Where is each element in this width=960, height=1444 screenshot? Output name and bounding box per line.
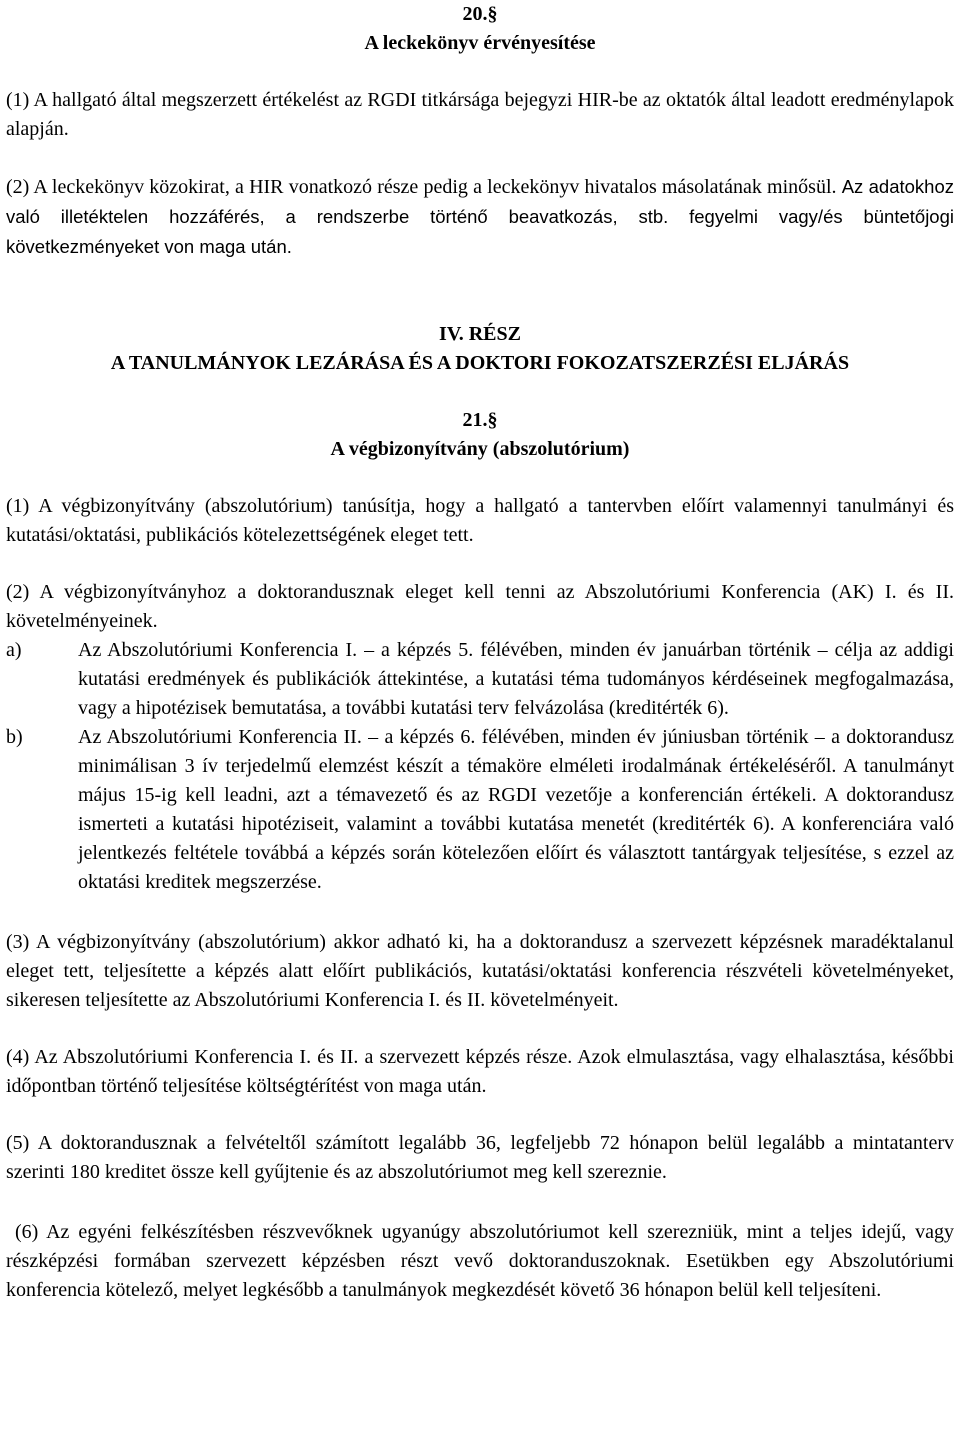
document-page — [6, 0, 960, 1305]
part-4-number: IV. RÉSZ — [439, 323, 521, 345]
spacer — [6, 262, 954, 320]
section-20-number: 20.§ — [462, 3, 498, 25]
spacer — [6, 1101, 954, 1129]
section-21-paragraph-2: (2) A végbizonyítványhoz a doktorandusznak eleget kell tenni az Abszolutóriumi Konferencia (AK) I. és II. követelményeinek. — [6, 581, 954, 632]
section-20-paragraph-1: (1) A hallgató által megszerzett értékelést az RGDI titkársága bejegyzi HIR-be az oktatók által leadott eredménylapok alapján. — [6, 89, 954, 140]
section-21-paragraph-1: (1) A végbizonyítvány (abszolutórium) tanúsítja, hogy a hallgató a tantervben előírt valamennyi tanulmányi és kutatási/oktatási, publikációs kötelezettségének eleget tett. — [6, 495, 954, 546]
section-20-title: A leckekönyv érvényesítése — [364, 32, 596, 54]
section-21-paragraph-5: (5) A doktorandusznak a felvételtől számított legalább 36, legfeljebb 72 hónapon belül legalább a mintatanterv szerinti 180 kreditet össze kell gyűjtenie és az abszolutóriumot meg kell szereznie. — [6, 1132, 954, 1183]
spacer — [6, 378, 954, 406]
section-21-paragraph-4: (4) Az Abszolutóriumi Konferencia I. és II. a szervezett képzés része. Azok elmulasztása, vagy elhalasztása, későbbi időpontban történő teljesítése költségtérítést von maga után. — [6, 1046, 954, 1097]
list-marker-a: a) — [6, 639, 22, 661]
list-marker-b: b) — [6, 726, 23, 748]
section-21-title: A végbizonyítvány (abszolutórium) — [330, 438, 630, 460]
spacer — [6, 1187, 954, 1218]
section-21-paragraph-3: (3) A végbizonyítvány (abszolutórium) akkor adható ki, ha a doktorandusz a szervezett képzésnek maradéktalanul eleget tett, teljesítette a képzés alatt előírt publikációs, kutatási/oktatási konferencia részvételi követelményeket, sikeresen teljesítette az Abszolutóriumi Konferencia I. és II. követelményeit. — [6, 931, 954, 1011]
list-item-b — [6, 723, 954, 897]
section-21-paragraph-6: (6) Az egyéni felkészítésben részvevőknek ugyanúgy abszolutóriumot kell szerezniük, mint a teljes idejű, vagy részképzési formában szervezett képzésben részt vevő doktoranduszoknak. Esetükben egy Abszolutóriumi konferencia kötelező, melyet legkésőbb a tanulmányok megkezdését követő 36 hónapon belül kell teljesíteni. — [6, 1221, 960, 1301]
spacer — [6, 464, 954, 492]
paragraph-2-serif-text: (2) A leckekönyv közokirat, a HIR vonatkozó része pedig a leckekönyv hivatalos másolatának minősül. — [6, 176, 837, 198]
section-20-paragraph-2 — [6, 172, 954, 262]
spacer — [6, 1015, 954, 1043]
section-21-number: 21.§ — [462, 409, 498, 431]
spacer — [6, 550, 954, 578]
list-text-a: Az Abszolutóriumi Konferencia I. – a képzés 5. félévében, minden év januárban történik – célja az addigi kutatási eredmények és publikációk áttekintése, a kutatási téma tudományos kérdéseinek megfogalmazása, vagy a hipotézisek bemutatása, a további kutatási terv felvázolása (kreditérték 6). — [78, 639, 954, 719]
paragraph-2-sans-text: Az adatokhoz való illetéktelen hozzáférés, a rendszerbe történő beavatkozás, stb. fegyelmi vagy/és büntetőjogi következményeket von maga után. — [6, 176, 954, 257]
spacer — [6, 897, 954, 928]
list-item-a — [6, 636, 954, 723]
list-text-b: Az Abszolutóriumi Konferencia II. – a képzés 6. félévében, minden év júniusban történik – a doktorandusz minimálisan 3 ív terjedelmű elemzést készít a témaköre elméleti irodalmának értékeléséről. A tanulmányt május 15-ig kell leadni, azt a témavezető és az RGDI vezetője a konferencián értékeli. A doktorandusz ismerteti a kutatási hipotéziseit, valamint a további kutatása menetét (kreditérték 6). A konferenciára való jelentkezés feltétele továbbá a képzés során kötelezően előírt és választott tantárgyak teljesítése, s ezzel az oktatási kreditek megszerzése. — [78, 726, 954, 893]
spacer — [6, 58, 954, 86]
part-4-title: A TANULMÁNYOK LEZÁRÁSA ÉS A DOKTORI FOKOZATSZERZÉSI ELJÁRÁS — [110, 352, 850, 374]
spacer — [6, 144, 954, 172]
